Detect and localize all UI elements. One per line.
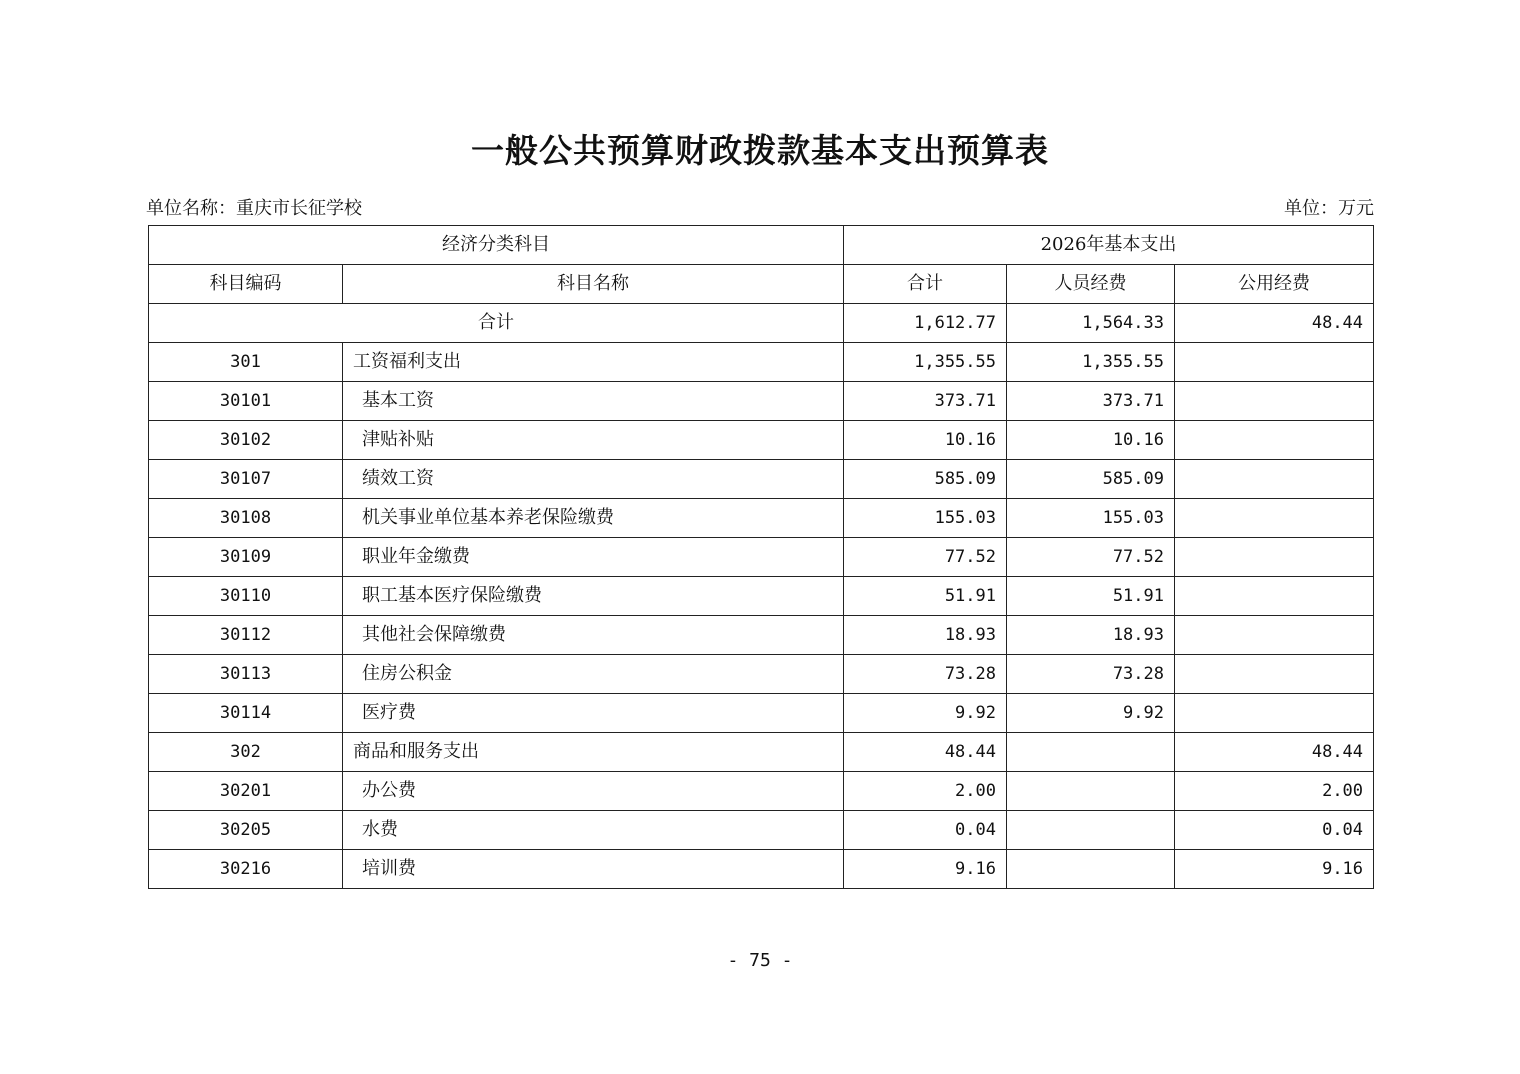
currency-unit-label: 单位：万元 <box>1284 198 1374 219</box>
row-public <box>1175 538 1374 577</box>
row-personnel: 1,355.55 <box>1007 343 1175 382</box>
row-total: 18.93 <box>844 616 1007 655</box>
row-public <box>1175 616 1374 655</box>
header-economic-category: 经济分类科目 <box>149 226 844 265</box>
row-public <box>1175 499 1374 538</box>
row-code: 30201 <box>149 772 343 811</box>
table-row <box>149 382 1374 421</box>
row-total: 1,355.55 <box>844 343 1007 382</box>
row-name: 医疗费 <box>343 694 844 733</box>
unit-name-label: 单位名称：重庆市长征学校 <box>146 198 362 219</box>
total-amount: 1,612.77 <box>844 304 1007 343</box>
header-column-row <box>149 265 1374 304</box>
table-row <box>149 733 1374 772</box>
row-public <box>1175 460 1374 499</box>
row-total: 51.91 <box>844 577 1007 616</box>
row-total: 155.03 <box>844 499 1007 538</box>
row-name: 其他社会保障缴费 <box>343 616 844 655</box>
table-row <box>149 538 1374 577</box>
table-row <box>149 460 1374 499</box>
budget-table <box>148 225 1374 889</box>
row-name: 绩效工资 <box>343 460 844 499</box>
header-code: 科目编码 <box>149 265 343 304</box>
header-public: 公用经费 <box>1175 265 1374 304</box>
total-personnel: 1,564.33 <box>1007 304 1175 343</box>
header-total: 合计 <box>844 265 1007 304</box>
row-name: 商品和服务支出 <box>343 733 844 772</box>
table-row <box>149 772 1374 811</box>
row-public <box>1175 343 1374 382</box>
row-personnel: 585.09 <box>1007 460 1175 499</box>
page-number: - 75 - <box>727 950 793 971</box>
row-public <box>1175 694 1374 733</box>
row-personnel: 373.71 <box>1007 382 1175 421</box>
row-personnel <box>1007 811 1175 850</box>
row-name: 津贴补贴 <box>343 421 844 460</box>
row-personnel: 9.92 <box>1007 694 1175 733</box>
row-total: 2.00 <box>844 772 1007 811</box>
row-code: 30112 <box>149 616 343 655</box>
row-personnel: 18.93 <box>1007 616 1175 655</box>
row-personnel: 10.16 <box>1007 421 1175 460</box>
row-code: 301 <box>149 343 343 382</box>
row-public <box>1175 577 1374 616</box>
row-total: 9.16 <box>844 850 1007 889</box>
row-total: 0.04 <box>844 811 1007 850</box>
row-name: 工资福利支出 <box>343 343 844 382</box>
header-group-row <box>149 226 1374 265</box>
row-personnel <box>1007 850 1175 889</box>
page-title: 一般公共预算财政拨款基本支出预算表 <box>471 131 1049 170</box>
table-row <box>149 499 1374 538</box>
row-personnel <box>1007 772 1175 811</box>
row-total: 10.16 <box>844 421 1007 460</box>
total-row <box>149 304 1374 343</box>
table-row <box>149 655 1374 694</box>
row-code: 30216 <box>149 850 343 889</box>
row-name: 培训费 <box>343 850 844 889</box>
row-total: 373.71 <box>844 382 1007 421</box>
row-name: 职业年金缴费 <box>343 538 844 577</box>
table-row <box>149 811 1374 850</box>
row-name: 基本工资 <box>343 382 844 421</box>
row-public <box>1175 421 1374 460</box>
header-personnel: 人员经费 <box>1007 265 1175 304</box>
row-personnel: 155.03 <box>1007 499 1175 538</box>
row-personnel: 73.28 <box>1007 655 1175 694</box>
row-code: 302 <box>149 733 343 772</box>
row-code: 30101 <box>149 382 343 421</box>
row-public: 2.00 <box>1175 772 1374 811</box>
header-name: 科目名称 <box>343 265 844 304</box>
row-code: 30109 <box>149 538 343 577</box>
table-row <box>149 343 1374 382</box>
row-public <box>1175 382 1374 421</box>
row-personnel: 51.91 <box>1007 577 1175 616</box>
row-total: 77.52 <box>844 538 1007 577</box>
table-row <box>149 577 1374 616</box>
row-public: 48.44 <box>1175 733 1374 772</box>
row-name: 住房公积金 <box>343 655 844 694</box>
row-code: 30114 <box>149 694 343 733</box>
table-row <box>149 850 1374 889</box>
row-total: 73.28 <box>844 655 1007 694</box>
row-public <box>1175 655 1374 694</box>
row-name: 办公费 <box>343 772 844 811</box>
row-code: 30108 <box>149 499 343 538</box>
row-code: 30102 <box>149 421 343 460</box>
row-code: 30107 <box>149 460 343 499</box>
table-row <box>149 421 1374 460</box>
total-label: 合计 <box>149 304 844 343</box>
row-public: 0.04 <box>1175 811 1374 850</box>
table-row <box>149 616 1374 655</box>
row-name: 机关事业单位基本养老保险缴费 <box>343 499 844 538</box>
row-total: 585.09 <box>844 460 1007 499</box>
row-personnel: 77.52 <box>1007 538 1175 577</box>
row-code: 30110 <box>149 577 343 616</box>
row-public: 9.16 <box>1175 850 1374 889</box>
row-code: 30113 <box>149 655 343 694</box>
row-personnel <box>1007 733 1175 772</box>
total-public: 48.44 <box>1175 304 1374 343</box>
row-name: 水费 <box>343 811 844 850</box>
table-row <box>149 694 1374 733</box>
row-total: 48.44 <box>844 733 1007 772</box>
row-total: 9.92 <box>844 694 1007 733</box>
row-name: 职工基本医疗保险缴费 <box>343 577 844 616</box>
row-code: 30205 <box>149 811 343 850</box>
header-basic-expenditure: 2026年基本支出 <box>844 226 1374 265</box>
